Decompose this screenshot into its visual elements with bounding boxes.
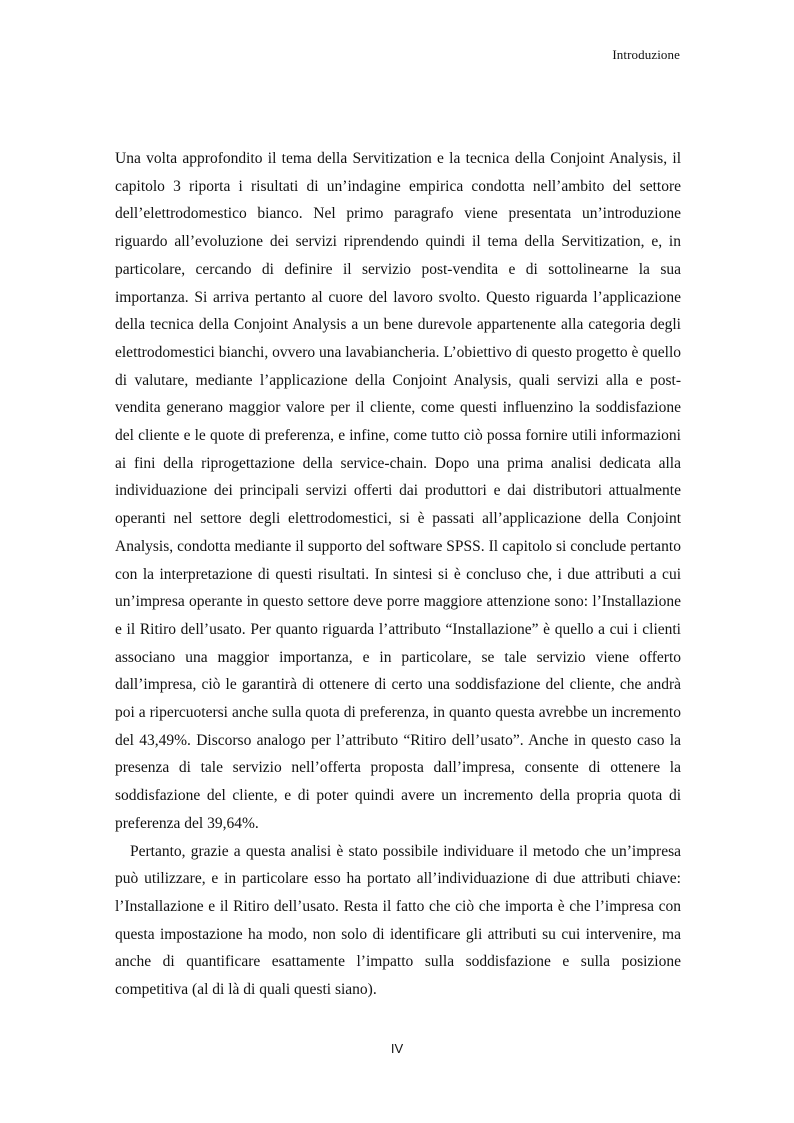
paragraph-2: Pertanto, grazie a questa analisi è stato possibile individuare il metodo che un’impresa può utilizzare, e in particolare esso ha portato all’individuazione di due attributi chiave: l’Installazione e il Ritiro dell’usato. Resta il fatto che ciò che importa è che l’impresa con questa impostazione ha modo, non solo di identificare gli attributi su cui intervenire, ma anche di quantificare esattamente l’impatto sulla soddisfazione e sulla posizione competitiva (al di là di quali questi siano). [115, 842, 681, 999]
running-header: Introduzione [612, 47, 680, 62]
paragraph-1: Una volta approfondito il tema della Servitization e la tecnica della Conjoint Analysis, il capitolo 3 riporta i risultati di un’indagine empirica condotta nell’ambito del settore dell’elettrodomestico bianco. Nel primo paragrafo viene presentata un’introduzione riguardo all’evoluzione dei servizi riprendendo quindi il tema della Servitization, e, in particolare, cercando di definire il servizio post-vendita e di sottolinearne la sua importanza. Si arriva pertanto al cuore del lavoro svolto. Questo riguarda l’applicazione della tecnica della Conjoint Analysis a un bene durevole appartenente alla categoria degli elettrodomestici bianchi, ovvero una lavabiancheria. L’obiettivo di questo progetto è quello di valutare, mediante l’applicazione della Conjoint Analysis, quali servizi alla e post-vendita generano maggior valore per il cliente, come questi influenzino la soddisfazione del cliente e le quote di preferenza, e infine, come tutto ciò possa fornire utili informazioni ai fini della riprogettazione della service-chain. Dopo una prima analisi dedicata alla individuazione dei principali servizi offerti dai produttori e dai distributori attualmente operanti nel settore degli elettrodomestici, si è passati all’applicazione della Conjoint Analysis, condotta mediante il supporto del software SPSS. Il capitolo si conclude pertanto con la interpretazione di questi risultati. In sintesi si è concluso che, i due attributi a cui un’impresa operante in questo settore deve porre maggiore attenzione sono: l’Installazione e il Ritiro dell’usato. Per quanto riguarda l’attributo “Installazione” è quello a cui i clienti associano una maggior importanza, e in particolare, se tale servizio viene offerto dall’impresa, ciò le garantirà di ottenere di certo una soddisfazione del cliente, che andrà poi a ripercuotersi anche sulla quota di preferenza, in quanto questa avrebbe un incremento del 43,49%. Discorso analogo per l’attributo “Ritiro dell’usato”. Anche in questo caso la presenza di tale servizio nell’offerta proposta dall’impresa, consente di ottenere la soddisfazione del cliente, e di poter quindi avere un incremento della propria quota di preferenza del 39,64%. [115, 150, 681, 832]
page-number: IV [390, 1041, 404, 1056]
body-text [115, 145, 681, 1004]
